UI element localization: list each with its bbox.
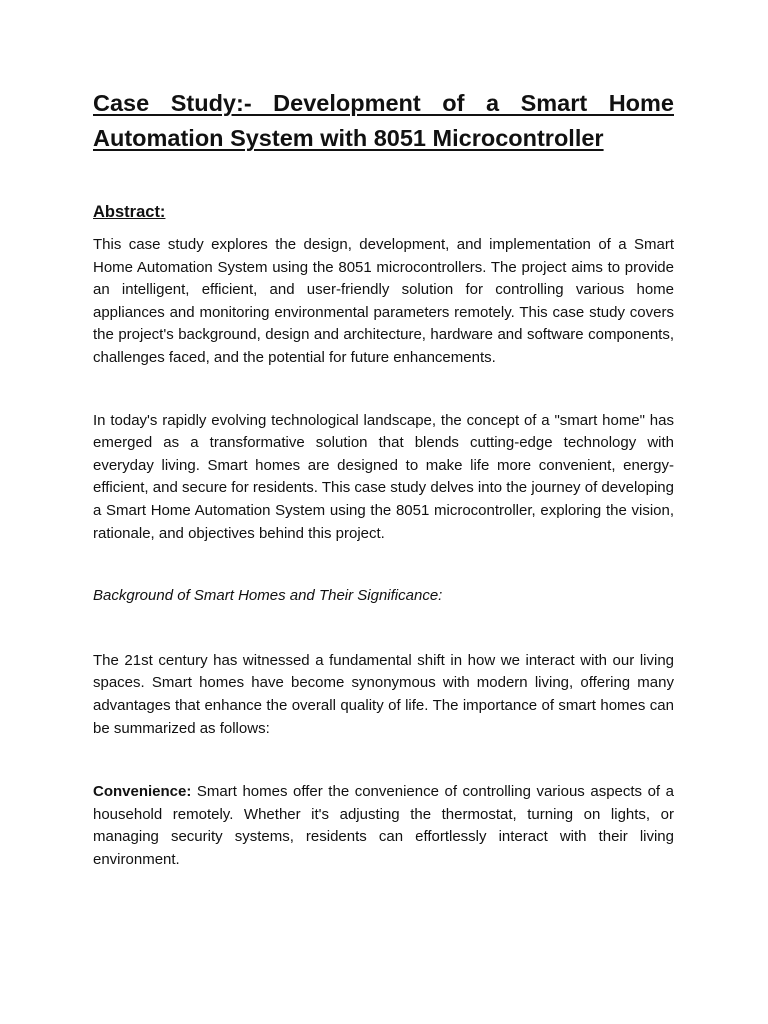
document-title: Case Study:- Development of a Smart Home Automation System with 8051 Microcontroller	[93, 90, 674, 151]
document-page	[93, 86, 674, 871]
background-subheading: Background of Smart Homes and Their Significance:	[93, 587, 443, 605]
abstract-heading: Abstract:	[93, 203, 166, 221]
convenience-paragraph	[93, 781, 674, 871]
convenience-text: Smart homes offer the convenience of controlling various aspects of a household remotely. Whether it's adjusting the thermostat, turning on lights, or managing security systems, residents can effortlessly interact with their living environment.	[93, 783, 674, 868]
century-paragraph: The 21st century has witnessed a fundamental shift in how we interact with our living spaces. Smart homes have become synonymous with modern living, offering many advantages that enhance the overall quality of life. The importance of smart homes can be summarized as follows:	[93, 651, 674, 737]
abstract-paragraph: This case study explores the design, development, and implementation of a Smart Home Automation System using the 8051 microcontrollers. The project aims to provide an intelligent, efficient, and user-friendly solution for controlling various home appliances and monitoring environmental parameters remotely. This case study covers the project's background, design and architecture, hardware and software components, challenges faced, and the potential for future enhancements.	[93, 236, 674, 366]
convenience-label: Convenience:	[93, 783, 192, 801]
intro-paragraph: In today's rapidly evolving technological landscape, the concept of a "smart home" has emerged as a transformative solution that blends cutting-edge technology with everyday living. Smart homes are designed to make life more convenient, energy-efficient, and secure for residents. This case study delves into the journey of developing a Smart Home Automation System using the 8051 microcontroller, exploring the vision, rationale, and objectives behind this project.	[93, 411, 674, 542]
